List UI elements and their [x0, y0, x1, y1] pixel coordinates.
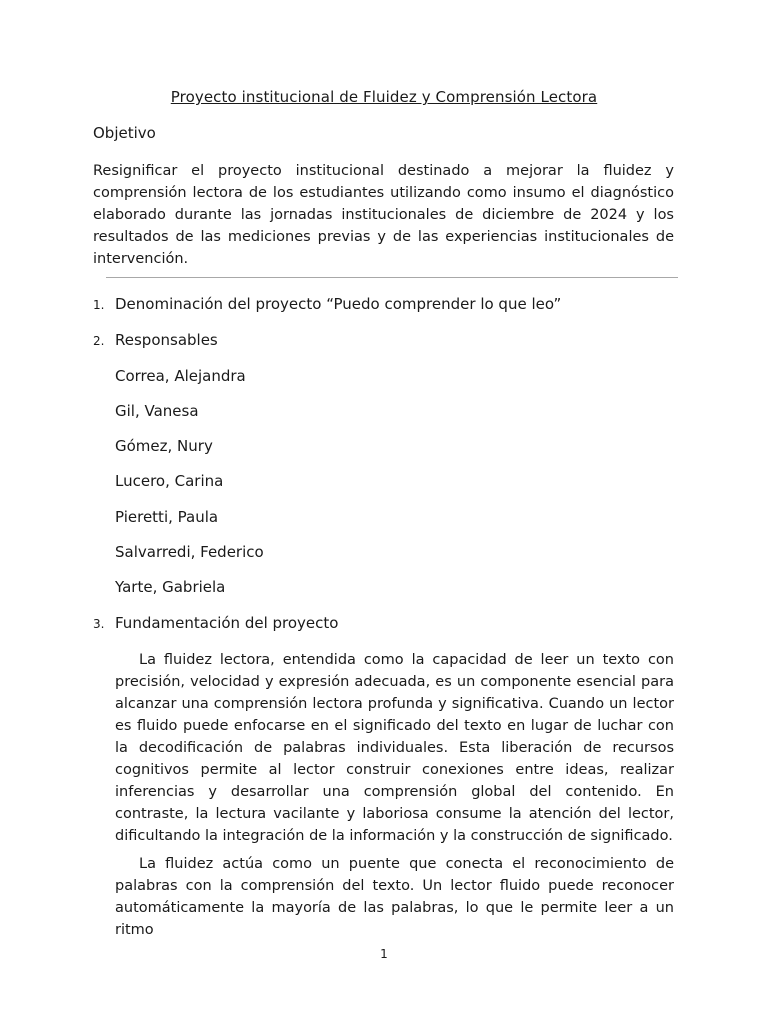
fundamentacion-paragraph: La fluidez lectora, entendida como la capacidad de leer un texto con precisión, velocidad y expresión adecuada, es un componente esencial para alcanzar una comprensión lectora profunda y significativa. Cuando un lector es fluido puede enfocarse en el significado del texto en lugar de luchar con la decodificación de palabras individuales. Esta liberación de recursos cognitivos permite al lector construir conexiones entre ideas, realizar inferencias y desarrollar una comprensión global del contenido. En contraste, la lectura vacilante y laboriosa consume la atención del lector, dificultando la integración de la información y la construcción de significado. — [115, 652, 674, 844]
list-item-fundamentacion — [93, 614, 338, 632]
objective-paragraph: Resignificar el proyecto institucional destinado a mejorar la fluidez y comprensión lectora de los estudiantes utilizando como insumo el diagnóstico elaborado durante las jornadas institucionales de diciembre de 2024 y los resultados de las mediciones previas y de las experiencias institucionales de intervención. — [93, 163, 674, 267]
responsable-name: Gil, Vanesa — [115, 402, 199, 420]
responsable-name: Lucero, Carina — [115, 472, 224, 490]
list-number: 3. — [93, 617, 105, 631]
list-item-responsables — [93, 331, 218, 349]
list-item-text: Denominación del proyecto “Puedo comprender lo que leo” — [115, 295, 562, 313]
list-item-denominacion — [93, 295, 561, 313]
list-number: 1. — [93, 298, 105, 312]
objective-heading: Objetivo — [93, 124, 156, 142]
list-item-text: Responsables — [115, 331, 218, 349]
page-number: 1 — [380, 947, 388, 961]
list-number: 2. — [93, 334, 105, 348]
fundamentacion-paragraph: La fluidez actúa como un puente que conecta el reconocimiento de palabras con la comprensión del texto. Un lector fluido puede reconocer automáticamente la mayoría de las palabras, lo que le permite leer a un ritmo — [115, 856, 674, 938]
responsable-name: Pieretti, Paula — [115, 508, 219, 526]
list-item-text: Fundamentación del proyecto — [115, 614, 339, 632]
section-divider — [106, 277, 678, 278]
responsable-name: Salvarredi, Federico — [115, 543, 264, 561]
responsable-name: Correa, Alejandra — [115, 367, 246, 385]
document-title: Proyecto institucional de Fluidez y Comprensión Lectora — [170, 88, 598, 106]
responsable-name: Gómez, Nury — [115, 437, 213, 455]
responsable-name: Yarte, Gabriela — [115, 578, 226, 596]
